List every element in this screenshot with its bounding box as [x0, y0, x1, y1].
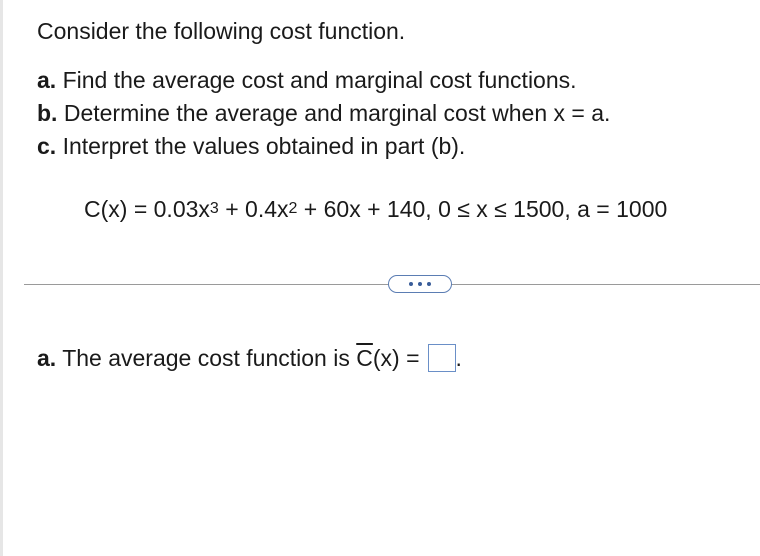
answer-input-box[interactable]	[428, 344, 456, 372]
answer-period: .	[455, 344, 462, 371]
ellipsis-dot-icon	[418, 282, 422, 286]
answer-part-label: a.	[37, 344, 57, 371]
part-b-label: b.	[37, 100, 58, 126]
answer-row	[37, 344, 462, 372]
cost-function-formula	[84, 196, 667, 223]
formula-exponent-2: 2	[288, 200, 298, 217]
left-border	[0, 0, 3, 556]
formula-mid: + 0.4x	[218, 196, 289, 222]
part-b	[37, 97, 610, 130]
formula-exponent-3: 3	[209, 200, 219, 217]
expand-more-button[interactable]	[388, 275, 452, 293]
ellipsis-dot-icon	[427, 282, 431, 286]
ellipsis-dot-icon	[409, 282, 413, 286]
formula-prefix: C(x) = 0.03x	[84, 196, 210, 222]
part-c-label: c.	[37, 133, 57, 159]
part-a-text: Find the average cost and marginal cost functions.	[62, 67, 577, 93]
part-a	[37, 64, 610, 97]
question-parts	[37, 64, 610, 163]
part-c	[37, 130, 610, 163]
average-cost-symbol: $\overline{C}$	[356, 344, 373, 371]
answer-prompt: The average cost function is	[62, 344, 357, 371]
part-c-text: Interpret the values obtained in part (b).	[62, 133, 466, 159]
part-a-label: a.	[37, 67, 57, 93]
average-cost-args: (x) =	[372, 344, 420, 371]
formula-suffix: + 60x + 140, 0 ≤ x ≤ 1500, a = 1000	[297, 196, 668, 222]
intro-text: Consider the following cost function.	[37, 18, 406, 44]
part-b-text: Determine the average and marginal cost when x = a.	[63, 100, 611, 126]
